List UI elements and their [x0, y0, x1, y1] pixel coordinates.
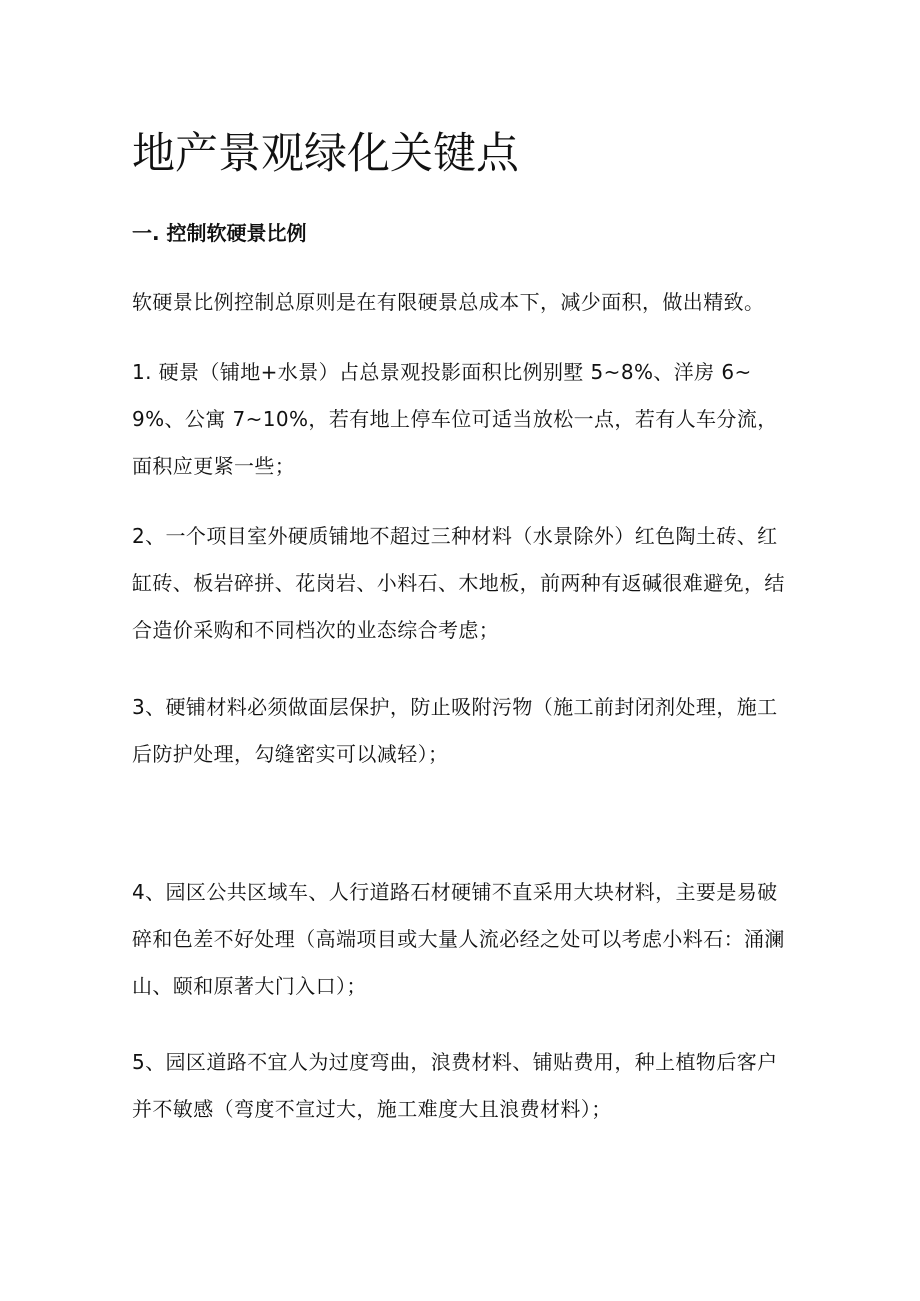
paragraph-3: 3、硬铺材料必须做面层保护，防止吸附污物（施工前封闭剂处理，施工后防护处理，勾缝密实可以减轻）；: [132, 695, 778, 766]
paragraph-5: 5、园区道路不宜人为过度弯曲，浪费材料、铺贴费用，种上植物后客户并不敏感（弯度不宣过大，施工难度大且浪费材料）；: [132, 1050, 778, 1121]
paragraph-1: 1. 硬景（铺地+水景）占总景观投影面积比例别墅 5~8%、洋房 6~9%、公寓 7~10%，若有地上停车位可适当放松一点，若有人车分流，面积应更紧一些；: [132, 360, 778, 478]
paragraph-4: 4、园区公共区域车、人行道路石材硬铺不直采用大块材料，主要是易破碎和色差不好处理（高端项目或大量人流必经之处可以考虑小料石：涌澜山、颐和原著大门入口）；: [132, 880, 785, 998]
paragraph-2: 2、一个项目室外硬质铺地不超过三种材料（水景除外）红色陶土砖、红缸砖、板岩碎拼、花岗岩、小料石、木地板，前两种有返碱很难避免，结合造价采购和不同档次的业态综合考虑；: [132, 524, 785, 642]
document-title: 地产景观绿化关键点: [132, 129, 519, 179]
intro-paragraph: 软硬景比例控制总原则是在有限硬景总成本下，减少面积，做出精致。: [132, 290, 765, 314]
section-heading: 一. 控制软硬景比例: [132, 221, 307, 245]
